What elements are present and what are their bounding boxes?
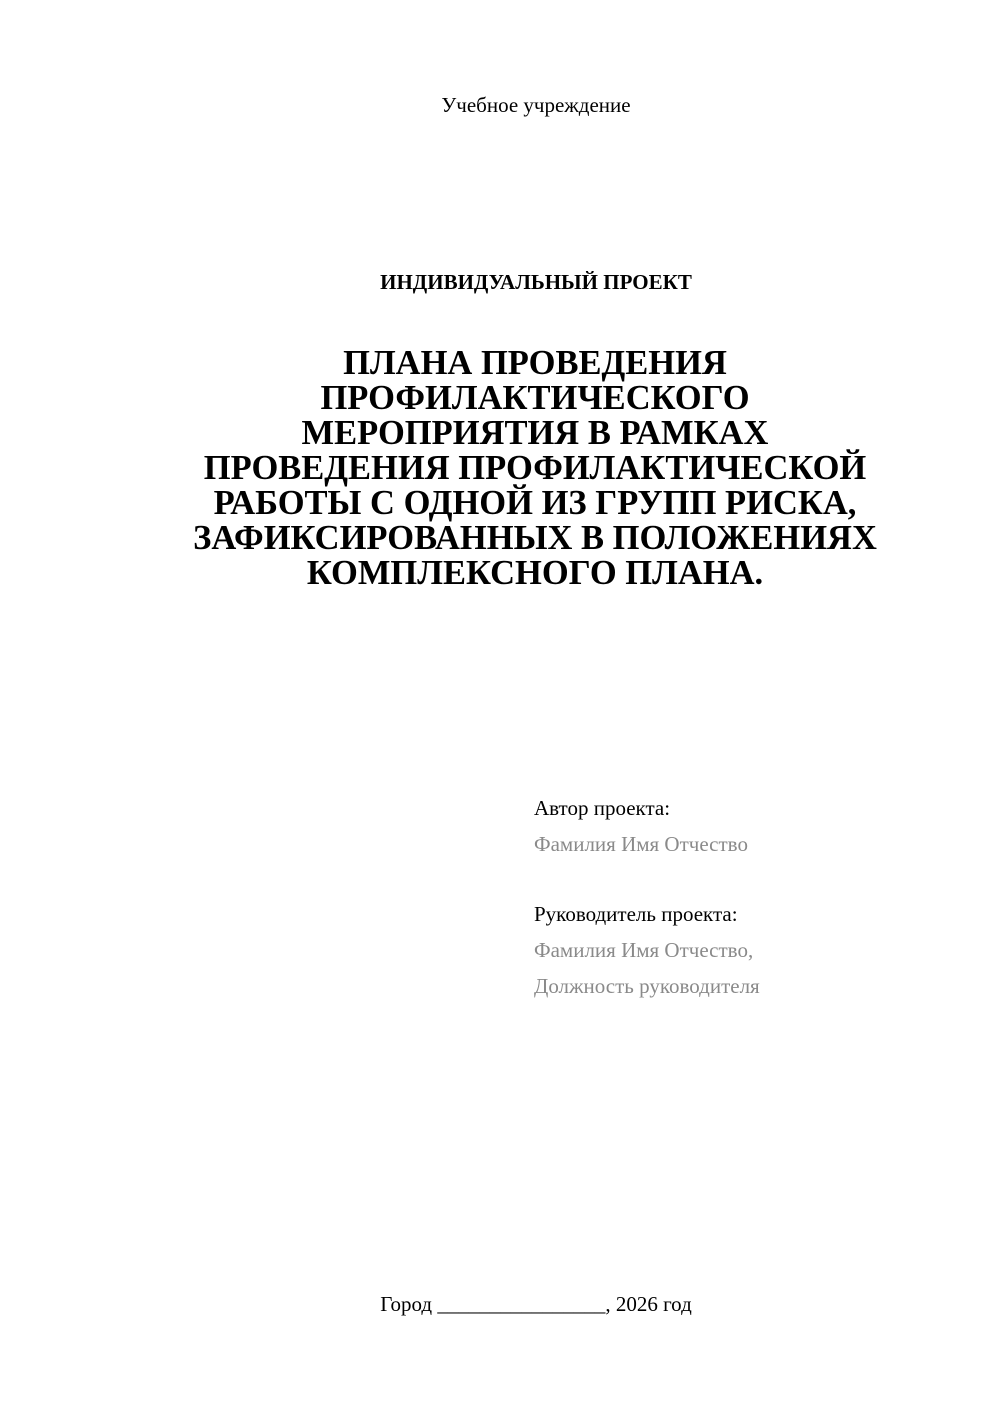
supervisor-name: Фамилия Имя Отчество, [534, 938, 754, 962]
institution-name: Учебное учреждение [441, 93, 631, 117]
title-line: МЕРОПРИЯТИЯ В РАМКАХ [301, 414, 769, 452]
author-name: Фамилия Имя Отчество [534, 832, 748, 856]
title-line: РАБОТЫ С ОДНОЙ ИЗ ГРУПП РИСКА, [213, 484, 857, 522]
supervisor-label: Руководитель проекта: [534, 902, 738, 926]
document-type: ИНДИВИДУАЛЬНЫЙ ПРОЕКТ [380, 270, 692, 294]
author-label: Автор проекта: [534, 796, 671, 820]
title-line: ПЛАНА ПРОВЕДЕНИЯ [343, 344, 727, 382]
title-line: КОМПЛЕКСНОГО ПЛАНА. [306, 554, 764, 592]
title-line: ПРОФИЛАКТИЧЕСКОГО [320, 379, 750, 417]
title-line: ЗАФИКСИРОВАННЫХ В ПОЛОЖЕНИЯХ [193, 519, 877, 557]
document-title [120, 346, 950, 591]
title-line: ПРОВЕДЕНИЯ ПРОФИЛАКТИЧЕСКОЙ [203, 449, 867, 487]
supervisor-position: Должность руководителя [534, 974, 760, 998]
info-spacer [534, 862, 760, 896]
project-info-block [534, 790, 760, 1004]
city-year-line: Город ________________, 2026 год [380, 1292, 692, 1316]
